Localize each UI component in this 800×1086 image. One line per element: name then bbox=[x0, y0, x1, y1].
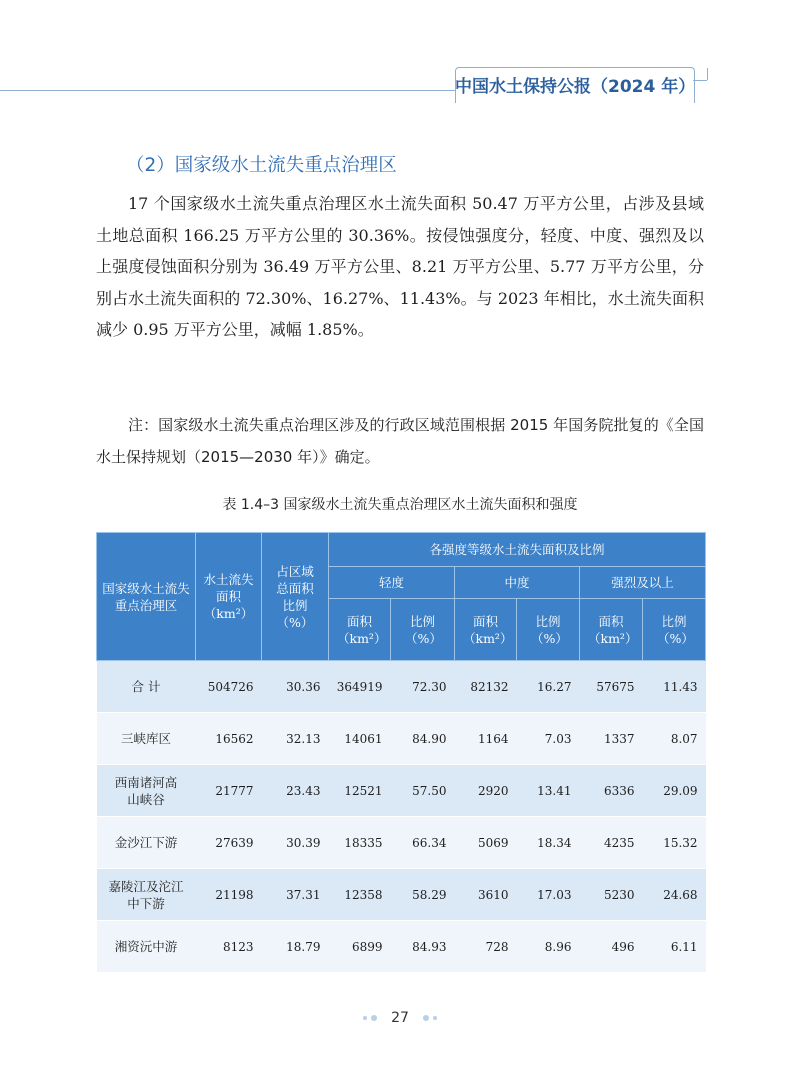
cell-moderate-area: 728 bbox=[455, 921, 517, 973]
header-severe: 强烈及以上 bbox=[580, 567, 706, 599]
table-row bbox=[97, 713, 706, 765]
header-intensity-group: 各强度等级水土流失面积及比例 bbox=[329, 533, 706, 567]
cell-moderate-ratio: 7.03 bbox=[517, 713, 580, 765]
header-light-ratio: 比例（%） bbox=[391, 599, 455, 661]
row-name: 三峡库区 bbox=[97, 713, 196, 765]
cell-light-ratio: 84.93 bbox=[391, 921, 455, 973]
cell-severe-area: 6336 bbox=[580, 765, 643, 817]
row-name: 合 计 bbox=[97, 661, 196, 713]
cell-ratio: 37.31 bbox=[262, 869, 329, 921]
header-ornament-vertical bbox=[707, 68, 708, 80]
footer-dot-decoration bbox=[433, 1016, 437, 1020]
cell-light-ratio: 66.34 bbox=[391, 817, 455, 869]
cell-severe-area: 496 bbox=[580, 921, 643, 973]
table-row bbox=[97, 817, 706, 869]
header-moderate-area: 面积（km²） bbox=[455, 599, 517, 661]
footer-dot-decoration bbox=[423, 1015, 429, 1021]
running-header-title: 中国水土保持公报（2024 年） bbox=[455, 77, 696, 97]
row-name: 金沙江下游 bbox=[97, 817, 196, 869]
cell-area: 27639 bbox=[196, 817, 262, 869]
cell-light-area: 14061 bbox=[329, 713, 391, 765]
cell-light-ratio: 58.29 bbox=[391, 869, 455, 921]
row-name: 嘉陵江及沱江中下游 bbox=[97, 869, 196, 921]
cell-light-area: 12521 bbox=[329, 765, 391, 817]
note-paragraph: 注：国家级水土流失重点治理区涉及的行政区域范围根据 2015 年国务院批复的《全国水土保持规划（2015—2030 年）》确定。 bbox=[96, 416, 704, 466]
cell-moderate-ratio: 18.34 bbox=[517, 817, 580, 869]
cell-severe-area: 4235 bbox=[580, 817, 643, 869]
cell-ratio: 30.39 bbox=[262, 817, 329, 869]
header-ornament bbox=[693, 80, 707, 81]
cell-severe-ratio: 11.43 bbox=[643, 661, 706, 713]
header-ratio: 占区域总面积比例（%） bbox=[262, 533, 329, 661]
erosion-table bbox=[96, 532, 706, 973]
table-row bbox=[97, 869, 706, 921]
cell-light-area: 18335 bbox=[329, 817, 391, 869]
cell-severe-area: 5230 bbox=[580, 869, 643, 921]
cell-light-area: 6899 bbox=[329, 921, 391, 973]
cell-ratio: 23.43 bbox=[262, 765, 329, 817]
cell-light-area: 364919 bbox=[329, 661, 391, 713]
cell-light-area: 12358 bbox=[329, 869, 391, 921]
cell-severe-ratio: 15.32 bbox=[643, 817, 706, 869]
header-light: 轻度 bbox=[329, 567, 455, 599]
page-footer bbox=[0, 1010, 800, 1026]
cell-light-ratio: 84.90 bbox=[391, 713, 455, 765]
header-zone: 国家级水土流失重点治理区 bbox=[97, 533, 196, 661]
table-row bbox=[97, 765, 706, 817]
header-severe-ratio: 比例（%） bbox=[643, 599, 706, 661]
cell-ratio: 18.79 bbox=[262, 921, 329, 973]
table-caption: 表 1.4–3 国家级水土流失重点治理区水土流失面积和强度 bbox=[222, 497, 578, 513]
table-row bbox=[97, 661, 706, 713]
section-heading: （2）国家级水土流失重点治理区 bbox=[126, 155, 397, 176]
cell-area: 8123 bbox=[196, 921, 262, 973]
row-name: 湘资沅中游 bbox=[97, 921, 196, 973]
row-name: 西南诸河高山峡谷 bbox=[97, 765, 196, 817]
cell-area: 16562 bbox=[196, 713, 262, 765]
body-paragraph: 17 个国家级水土流失重点治理区水土流失面积 50.47 万平方公里，占涉及县域土地总面积 166.25 万平方公里的 30.36%。按侵蚀强度分，轻度、中度、强烈及以上强度侵蚀面积分别为 36.49 万平方公里、8.21 万平方公里、5.77 万平方公里，分别占水土流失面积的 72.30%、16.27%、11.43%。与 2023 年相比，水土流失面积减少 0.95 万平方公里，减幅 1.85%。 bbox=[96, 194, 704, 339]
cell-area: 21198 bbox=[196, 869, 262, 921]
cell-severe-area: 1337 bbox=[580, 713, 643, 765]
cell-moderate-ratio: 17.03 bbox=[517, 869, 580, 921]
cell-moderate-area: 1164 bbox=[455, 713, 517, 765]
cell-moderate-area: 3610 bbox=[455, 869, 517, 921]
header-light-area: 面积（km²） bbox=[329, 599, 391, 661]
header-moderate-ratio: 比例（%） bbox=[517, 599, 580, 661]
cell-ratio: 32.13 bbox=[262, 713, 329, 765]
header-moderate: 中度 bbox=[455, 567, 580, 599]
cell-severe-ratio: 6.11 bbox=[643, 921, 706, 973]
cell-area: 21777 bbox=[196, 765, 262, 817]
cell-severe-ratio: 24.68 bbox=[643, 869, 706, 921]
header-area: 水土流失面积（km²） bbox=[196, 533, 262, 661]
cell-moderate-area: 5069 bbox=[455, 817, 517, 869]
cell-light-ratio: 57.50 bbox=[391, 765, 455, 817]
page-number: 27 bbox=[391, 1010, 409, 1026]
footer-dot-decoration bbox=[363, 1016, 367, 1020]
header-severe-area: 面积（km²） bbox=[580, 599, 643, 661]
cell-severe-ratio: 29.09 bbox=[643, 765, 706, 817]
cell-light-ratio: 72.30 bbox=[391, 661, 455, 713]
cell-severe-ratio: 8.07 bbox=[643, 713, 706, 765]
cell-ratio: 30.36 bbox=[262, 661, 329, 713]
cell-moderate-area: 82132 bbox=[455, 661, 517, 713]
cell-severe-area: 57675 bbox=[580, 661, 643, 713]
cell-moderate-ratio: 13.41 bbox=[517, 765, 580, 817]
cell-moderate-ratio: 16.27 bbox=[517, 661, 580, 713]
cell-area: 504726 bbox=[196, 661, 262, 713]
cell-moderate-area: 2920 bbox=[455, 765, 517, 817]
table-row bbox=[97, 921, 706, 973]
cell-moderate-ratio: 8.96 bbox=[517, 921, 580, 973]
footer-dot-decoration bbox=[371, 1015, 377, 1021]
